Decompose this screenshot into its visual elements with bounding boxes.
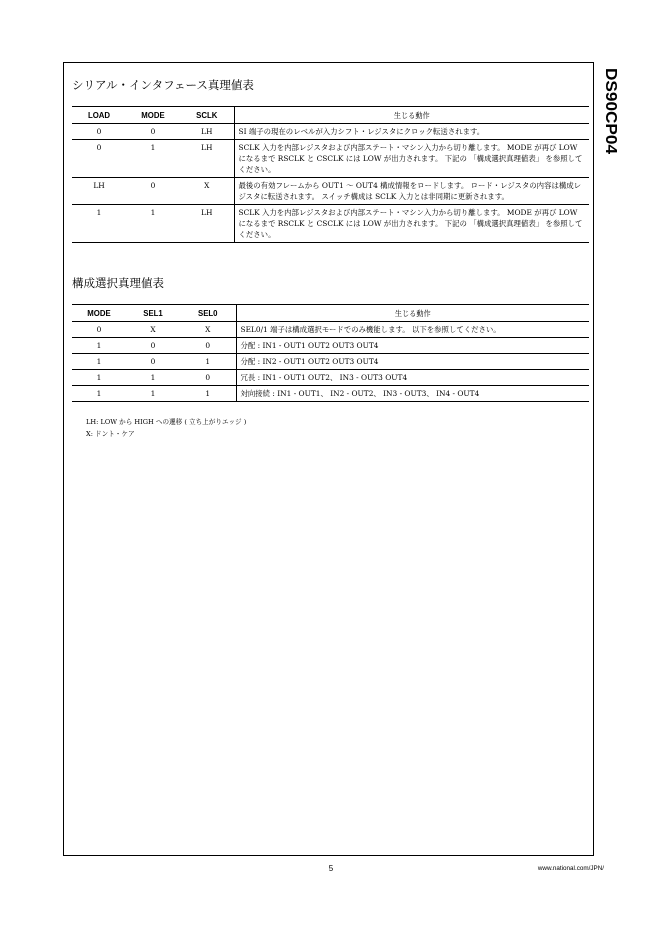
sclk-cell: LH: [180, 140, 234, 178]
footer-url: www.national.com/JPN/: [537, 865, 604, 872]
action-cell: SI 端子の現在のレベルが入力シフト・レジスタにクロック転送されます。: [234, 124, 589, 140]
action-cell: 分配 : IN1 - OUT1 OUT2 OUT3 OUT4: [236, 338, 589, 354]
table-row: [72, 354, 589, 370]
header-sel1: SEL1: [126, 305, 180, 322]
load-cell: 1: [72, 205, 126, 243]
table-header-row: [72, 107, 589, 124]
table-row: [72, 124, 589, 140]
sel0-cell: 0: [180, 370, 236, 386]
mode-cell: 1: [72, 338, 126, 354]
header-mode: MODE: [72, 305, 126, 322]
table-header-row: [72, 305, 589, 322]
header-mode: MODE: [126, 107, 180, 124]
load-cell: 0: [72, 140, 126, 178]
mode-cell: 1: [72, 354, 126, 370]
action-cell: 最後の有効フレームから OUT1 〜 OUT4 構成情報をロードします。 ロード・レジスタの内容は構成レジスタに転送されます。 スイッチ構成は SCLK 入力とは非同期に更新されます。: [234, 178, 589, 205]
table-row: [72, 386, 589, 402]
table-row: [72, 338, 589, 354]
load-cell: LH: [72, 178, 126, 205]
table-row: [72, 370, 589, 386]
sel1-cell: 1: [126, 370, 180, 386]
note-lh-definition: LH: LOW から HIGH への遷移 ( 立ち上がりエッジ ): [86, 418, 247, 426]
sclk-cell: LH: [180, 124, 234, 140]
header-sel0: SEL0: [180, 305, 236, 322]
header-action: 生じる動作: [234, 107, 589, 124]
action-cell: 対向接続 : IN1 - OUT1、 IN2 - OUT2、 IN3 - OUT3、 IN4 - OUT4: [236, 386, 589, 402]
mode-cell: 0: [126, 124, 180, 140]
sel0-cell: X: [180, 322, 236, 338]
mode-cell: 1: [126, 205, 180, 243]
load-cell: 0: [72, 124, 126, 140]
table-row: [72, 322, 589, 338]
mode-cell: 0: [72, 322, 126, 338]
note-x-definition: X: ドント・ケア: [86, 430, 135, 438]
table-row: [72, 140, 589, 178]
action-cell: SEL0/1 端子は構成選択モードでのみ機能します。 以下を参照してください。: [236, 322, 589, 338]
document-part-number: [600, 64, 626, 164]
table-notes: [86, 416, 246, 440]
header-sclk: SCLK: [180, 107, 234, 124]
mode-cell: 0: [126, 178, 180, 205]
sel1-cell: 0: [126, 338, 180, 354]
configuration-select-truth-table: [72, 304, 589, 402]
serial-interface-truth-table: [72, 106, 589, 243]
sclk-cell: X: [180, 178, 234, 205]
action-cell: 冗長 : IN1 - OUT1 OUT2、 IN3 - OUT3 OUT4: [236, 370, 589, 386]
action-cell: SCLK 入力を内部レジスタおよび内部ステート・マシン入力から切り離します。 MODE が再び LOW になるまで RSCLK と CSCLK には LOW が出力されます。 下記の 「構成選択真理値表」 を参照してください。: [234, 205, 589, 243]
table-row: [72, 178, 589, 205]
sel1-cell: 0: [126, 354, 180, 370]
header-action: 生じる動作: [236, 305, 589, 322]
mode-cell: 1: [126, 140, 180, 178]
table-row: [72, 205, 589, 243]
sel0-cell: 1: [180, 386, 236, 402]
action-cell: 分配 : IN2 - OUT1 OUT2 OUT3 OUT4: [236, 354, 589, 370]
sclk-cell: LH: [180, 205, 234, 243]
action-cell: SCLK 入力を内部レジスタおよび内部ステート・マシン入力から切り離します。 MODE が再び LOW になるまで RSCLK と CSCLK には LOW が出力されます。 下記の 「構成選択真理値表」 を参照してください。: [234, 140, 589, 178]
mode-cell: 1: [72, 370, 126, 386]
sel0-cell: 0: [180, 338, 236, 354]
part-number-text: DS90CP04: [602, 68, 619, 149]
config-table-title: 構成選択真理値表: [72, 276, 164, 290]
page-number: 5: [328, 864, 334, 873]
sel1-cell: X: [126, 322, 180, 338]
mode-cell: 1: [72, 386, 126, 402]
sel0-cell: 1: [180, 354, 236, 370]
header-load: LOAD: [72, 107, 126, 124]
sel1-cell: 1: [126, 386, 180, 402]
serial-table-title: シリアル・インタフェース真理値表: [72, 78, 254, 92]
